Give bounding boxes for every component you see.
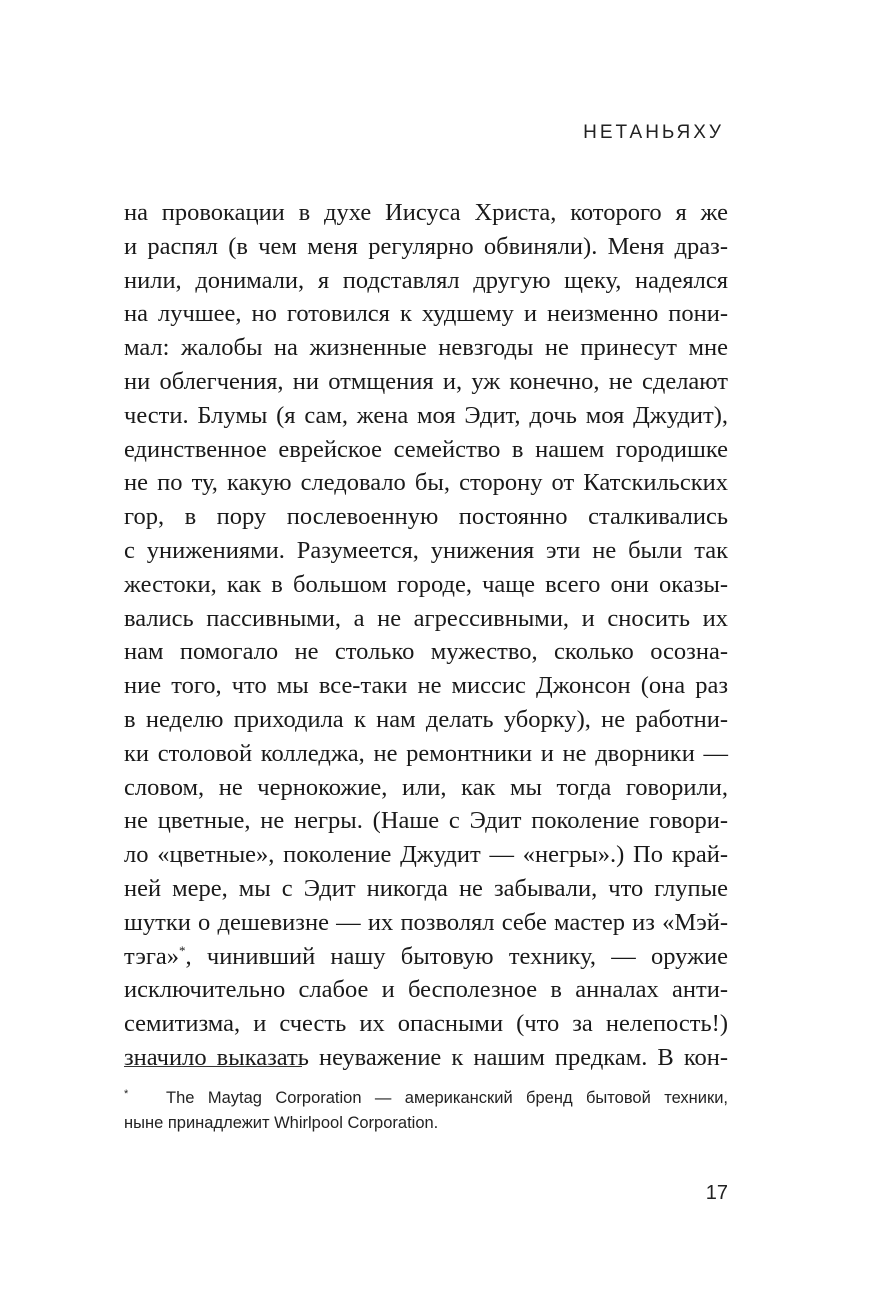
text-line: в неделю приходила к нам делать уборку), не работни-: [124, 705, 728, 733]
text-line: нам помогало не столько мужество, сколько осозна-: [124, 638, 728, 666]
body-text: [124, 196, 728, 1075]
text-line: ние того, что мы все-таки не миссис Джонсон (она раз: [124, 672, 728, 700]
footnote-mark: *: [124, 1088, 129, 1100]
text-fragment: тэга»: [124, 942, 180, 970]
text-line: шутки о дешевизне — их позволял себе мастер из «Мэй-: [124, 908, 728, 936]
page-number: 17: [705, 1182, 728, 1204]
footnote-divider: [124, 1066, 302, 1067]
footnote-text: The Maytag Corporation — американский бренд бытовой техники,: [166, 1089, 728, 1107]
text-line: чести. Блумы (я сам, жена моя Эдит, дочь моя Джудит),: [124, 401, 728, 429]
text-line: единственное еврейское семейство в нашем городишке: [124, 435, 728, 463]
text-line: ло «цветные», поколение Джудит — «негры».) По край-: [124, 841, 728, 869]
text-line: ни облегчения, ни отмщения и, уж конечно, не сделают: [124, 367, 728, 395]
text-line: и распял (в чем меня регулярно обвиняли). Меня драз-: [124, 232, 728, 260]
text-line: семитизма, и счесть их опасными (что за нелепость!): [124, 1010, 728, 1038]
running-head: НЕТАНЬЯХУ: [583, 122, 724, 143]
footnote-reference[interactable]: *: [179, 942, 186, 958]
text-line: мал: жалобы на жизненные невзгоды не принесут мне: [124, 334, 728, 362]
footnote-line: ныне принадлежит Whirlpool Corporation.: [124, 1114, 439, 1132]
text-line: гор, в пору послевоенную постоянно сталкивались: [124, 503, 728, 531]
text-line: вались пассивными, а не агрессивными, и сносить их: [124, 604, 728, 632]
text-line: значило выказать неуважение к нашим предкам. В кон-: [124, 1043, 728, 1071]
text-line: ки столовой колледжа, не ремонтники и не дворники —: [124, 739, 728, 767]
text-line: на лучшее, но готовился к худшему и неизменно пони-: [124, 300, 728, 328]
text-line: не цветные, не негры. (Наше с Эдит поколение говори-: [124, 807, 728, 835]
footnote-line: [124, 1082, 728, 1111]
text-line-with-footnote-ref: [124, 940, 728, 974]
text-line: с унижениями. Разумеется, унижения эти не были так: [124, 536, 728, 564]
text-line: на провокации в духе Иисуса Христа, которого я же: [124, 199, 728, 226]
text-line: нили, донимали, я подставлял другую щеку, надеялся: [124, 266, 728, 294]
text-line: словом, не чернокожие, или, как мы тогда говорили,: [124, 773, 728, 801]
text-line: ней мере, мы с Эдит никогда не забывали, что глупые: [124, 874, 728, 902]
text-line: жестоки, как в большом городе, чаще всего они оказы-: [124, 570, 728, 598]
text-fragment: , чинивший нашу бытовую технику, — оружие: [185, 942, 728, 970]
text-line: исключительно слабое и бесполезное в анналах анти-: [124, 976, 728, 1004]
footnote: [124, 1082, 728, 1136]
text-line: не по ту, какую следовало бы, сторону от Катскильских: [124, 469, 728, 497]
